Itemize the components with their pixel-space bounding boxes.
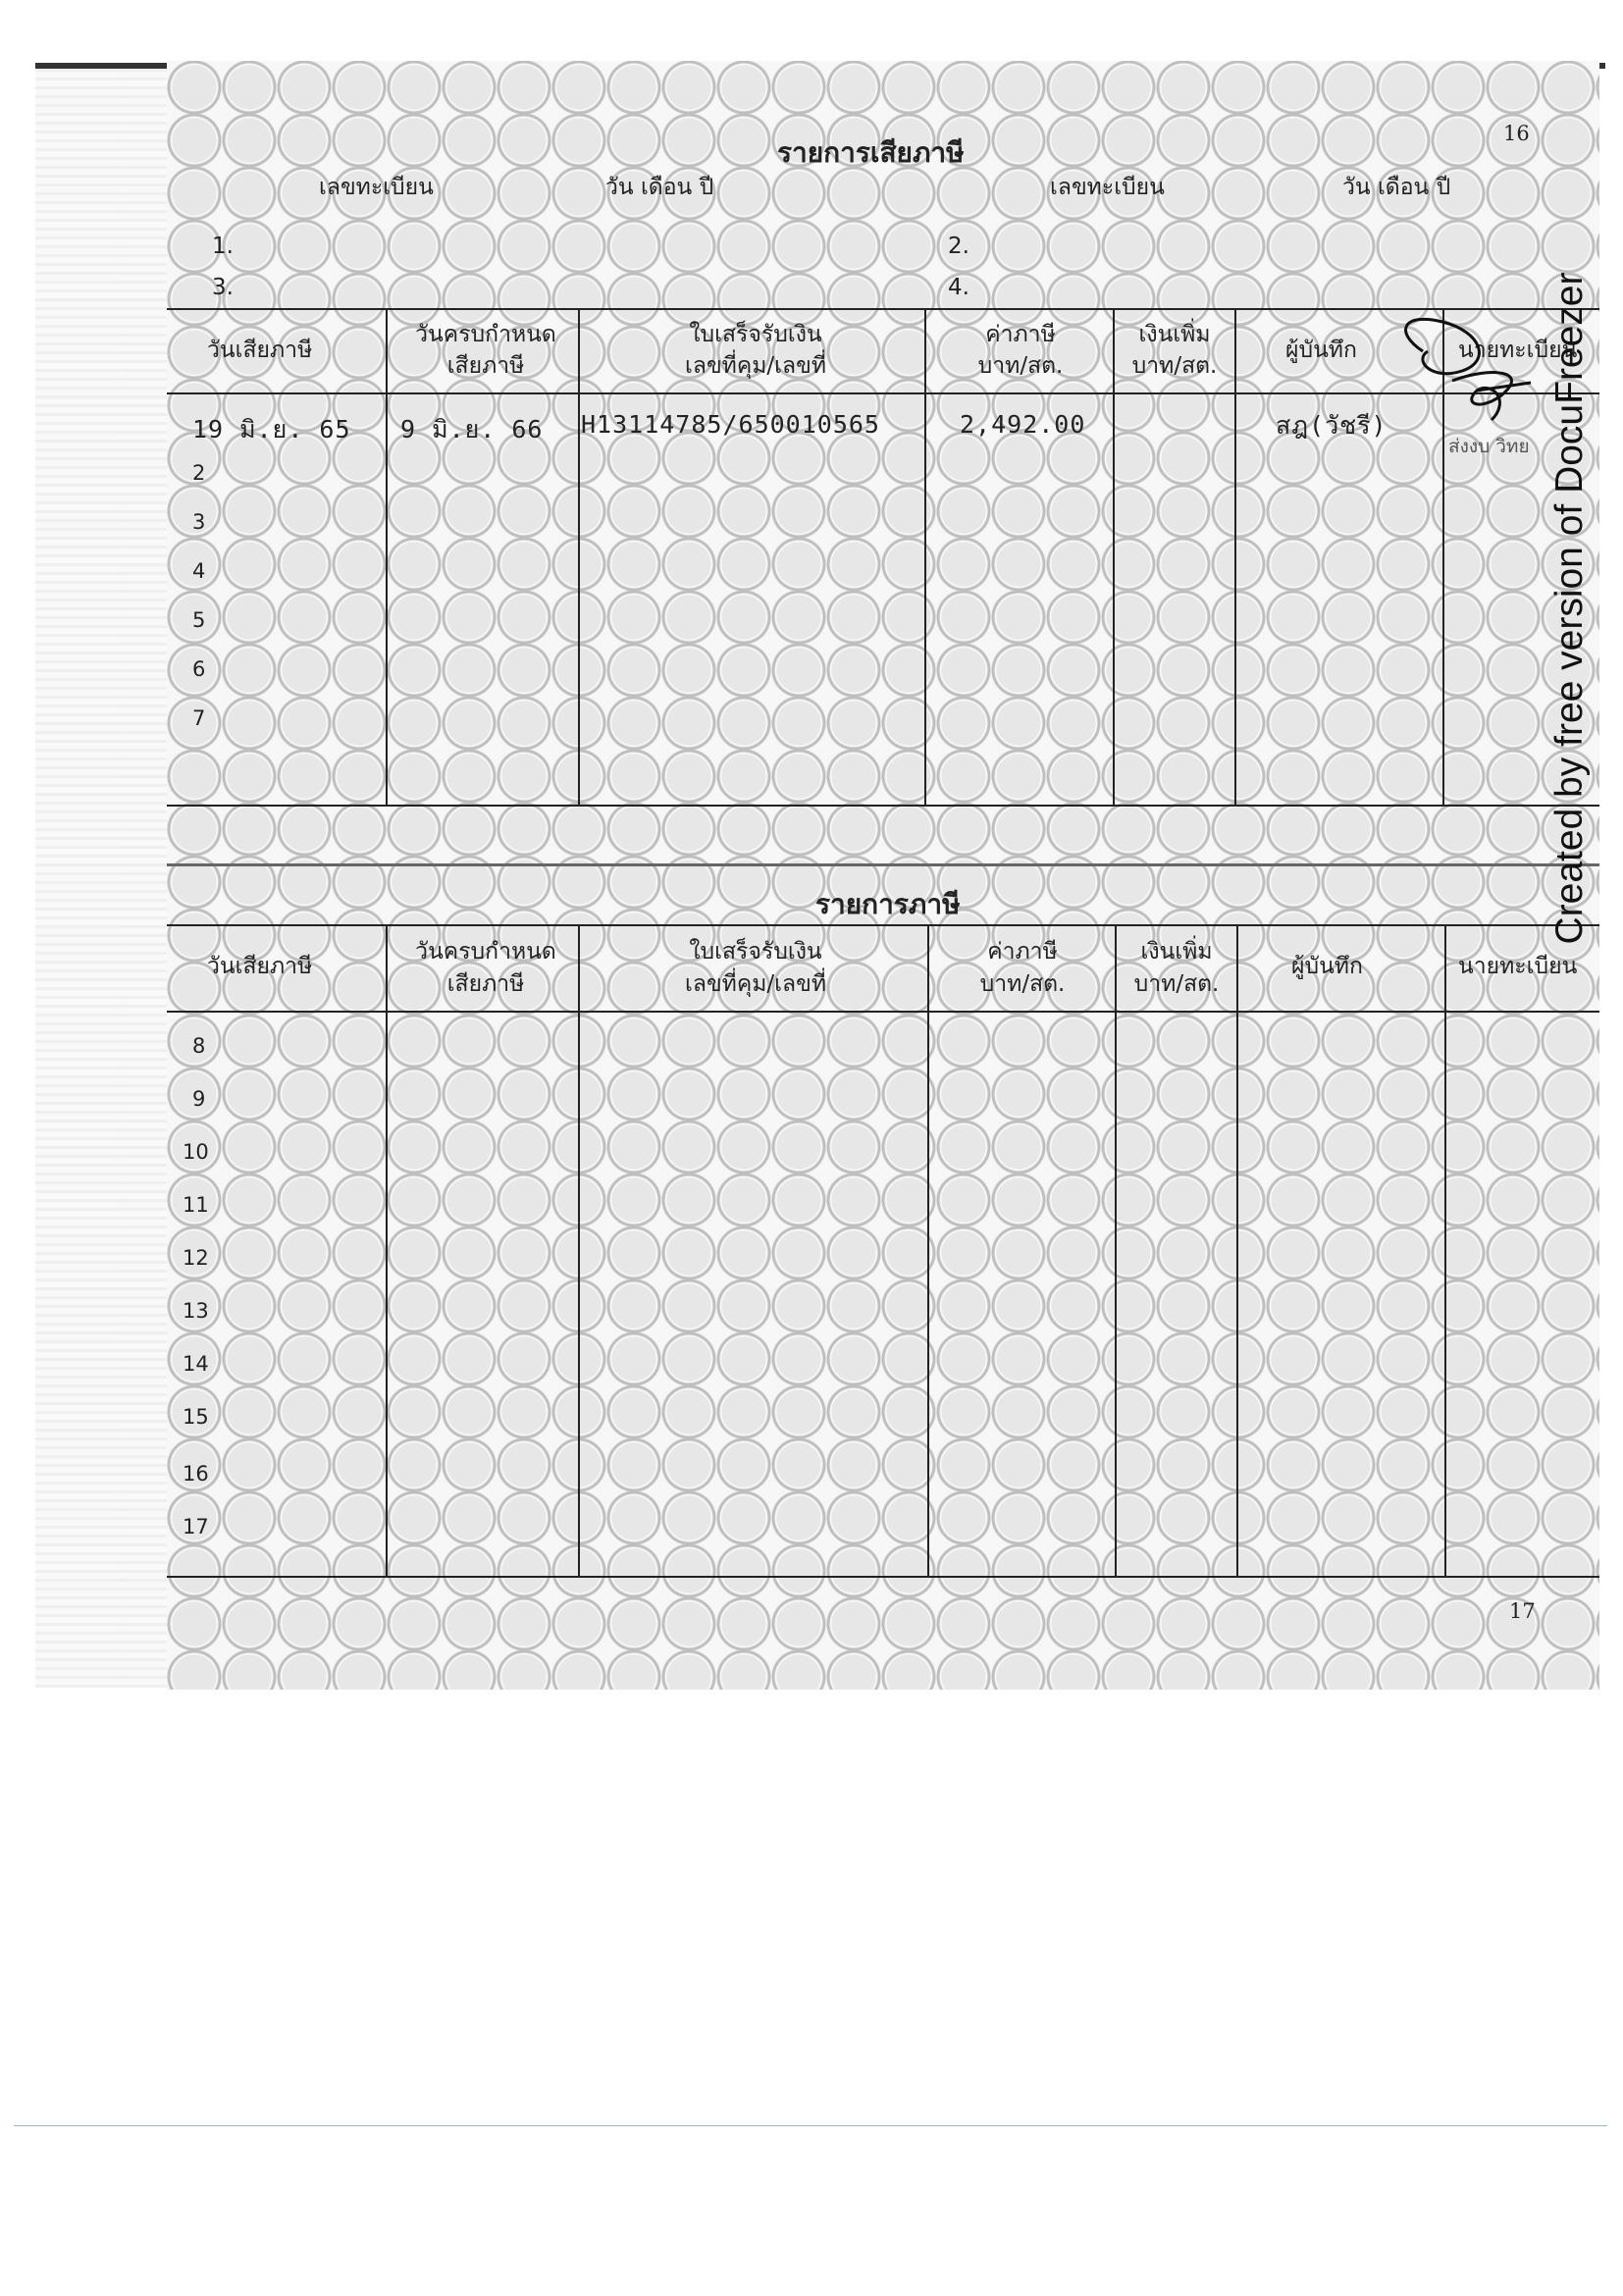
reg-number-3: 3. <box>212 275 234 300</box>
table1-col-divider-2 <box>578 308 580 805</box>
t2-col-surcharge-2: บาท/สต. <box>1133 971 1220 997</box>
t2-col-receipt-2: เลขที่คุม/เลขที่ <box>685 971 826 997</box>
row1-paid-date: 19 มิ.ย. 65 <box>192 415 351 444</box>
t1-col-recorder: ผู้บันทึก <box>1285 338 1357 363</box>
table1-col-divider-3 <box>924 308 926 805</box>
t1-col-due-date-2: เสียภาษี <box>446 353 525 379</box>
table2-col-divider-2 <box>578 924 580 1576</box>
t2-row-number: 9 <box>192 1087 206 1111</box>
t1-row-number: 2 <box>192 461 206 485</box>
t1-col-due-date-1: วันครบกำหนด <box>415 322 556 347</box>
t1-col-paid-date: วันเสียภาษี <box>207 338 313 363</box>
table2-col-divider-3 <box>927 924 929 1576</box>
reg-number-2: 2. <box>948 234 969 259</box>
t2-row-number: 13 <box>183 1299 209 1323</box>
table2-top-rule <box>167 924 1599 926</box>
reg-header-left: เลขทะเบียน <box>319 175 434 200</box>
row1-due-date: 9 มิ.ย. 66 <box>400 415 544 444</box>
date-header-left: วัน เดือน ปี <box>605 175 714 200</box>
t2-row-number: 14 <box>183 1352 209 1376</box>
reg-number-4: 4. <box>948 275 969 300</box>
table1-col-divider-4 <box>1113 308 1115 805</box>
t2-col-paid-date: วันเสียภาษี <box>207 954 313 979</box>
t2-col-tax-1: ค่าภาษี <box>987 939 1058 965</box>
table2-col-divider-4 <box>1115 924 1117 1576</box>
t2-col-registrar: นายทะเบียน <box>1458 954 1578 979</box>
t1-col-receipt-2: เลขที่คุม/เลขที่ <box>685 353 826 379</box>
section2-dotted-rule <box>167 863 1599 866</box>
reg-header-right: เลขทะเบียน <box>1050 175 1165 200</box>
row1-registrar-name: ส่งงบ วิทย <box>1448 436 1530 457</box>
table1-col-divider-1 <box>386 308 388 805</box>
section1-title: รายการเสียภาษี <box>777 136 965 169</box>
t2-row-number: 10 <box>183 1140 209 1164</box>
t2-row-number: 16 <box>183 1462 209 1486</box>
t1-col-surcharge-1: เงินเพิ่ม <box>1138 322 1211 347</box>
t1-row-number: 4 <box>192 559 206 583</box>
t2-row-number: 17 <box>183 1515 209 1539</box>
t2-row-number: 8 <box>192 1034 206 1058</box>
scan-left-strip <box>35 69 168 1688</box>
table2-header-rule <box>167 1011 1599 1013</box>
t2-row-number: 12 <box>183 1246 209 1270</box>
date-header-right: วัน เดือน ปี <box>1342 175 1451 200</box>
table2-bottom-rule <box>167 1576 1599 1578</box>
table1-col-divider-5 <box>1234 308 1236 805</box>
registrar-signature <box>1384 312 1550 430</box>
page-number-top: 16 <box>1503 122 1530 145</box>
t2-col-tax-2: บาท/สต. <box>979 971 1066 997</box>
table2-col-divider-6 <box>1444 924 1446 1576</box>
table1-bottom-rule <box>167 805 1599 807</box>
row1-receipt: H13114785/650010565 <box>581 410 880 439</box>
row1-recorder: สฎ(วัชรี) <box>1276 411 1387 440</box>
table2-col-divider-5 <box>1236 924 1238 1576</box>
docufreezer-watermark: Created by free version of DocuFreezer <box>1548 272 1591 945</box>
table1-top-rule <box>167 308 1599 310</box>
t1-col-tax-1: ค่าภาษี <box>985 322 1056 347</box>
t1-row-number: 6 <box>192 657 206 681</box>
t1-col-receipt-1: ใบเสร็จรับเงิน <box>689 322 822 347</box>
t2-col-due-date-2: เสียภาษี <box>446 971 525 997</box>
t2-row-number: 11 <box>183 1193 209 1217</box>
tax-record-sheet <box>167 61 1599 1690</box>
section2-title: รายการภาษี <box>815 888 961 920</box>
t1-row-number: 3 <box>192 510 206 534</box>
table2-col-divider-1 <box>386 924 388 1576</box>
t1-col-tax-2: บาท/สต. <box>977 353 1064 379</box>
t2-col-receipt-1: ใบเสร็จรับเงิน <box>689 939 822 965</box>
t1-row-number: 7 <box>192 706 206 730</box>
t2-row-number: 15 <box>183 1405 209 1429</box>
t2-col-surcharge-1: เงินเพิ่ม <box>1140 939 1213 965</box>
t1-col-surcharge-2: บาท/สต. <box>1131 353 1218 379</box>
page-number-bottom: 17 <box>1509 1599 1536 1623</box>
t2-col-recorder: ผู้บันทึก <box>1291 954 1363 979</box>
t2-col-due-date-1: วันครบกำหนด <box>415 939 556 965</box>
scan-artifact-line <box>14 2125 1607 2126</box>
t1-row-number: 5 <box>192 608 206 632</box>
reg-number-1: 1. <box>212 234 234 259</box>
t1-col-registrar: นายทะเบียน <box>1458 338 1578 363</box>
row1-tax: 2,492.00 <box>960 410 1086 439</box>
